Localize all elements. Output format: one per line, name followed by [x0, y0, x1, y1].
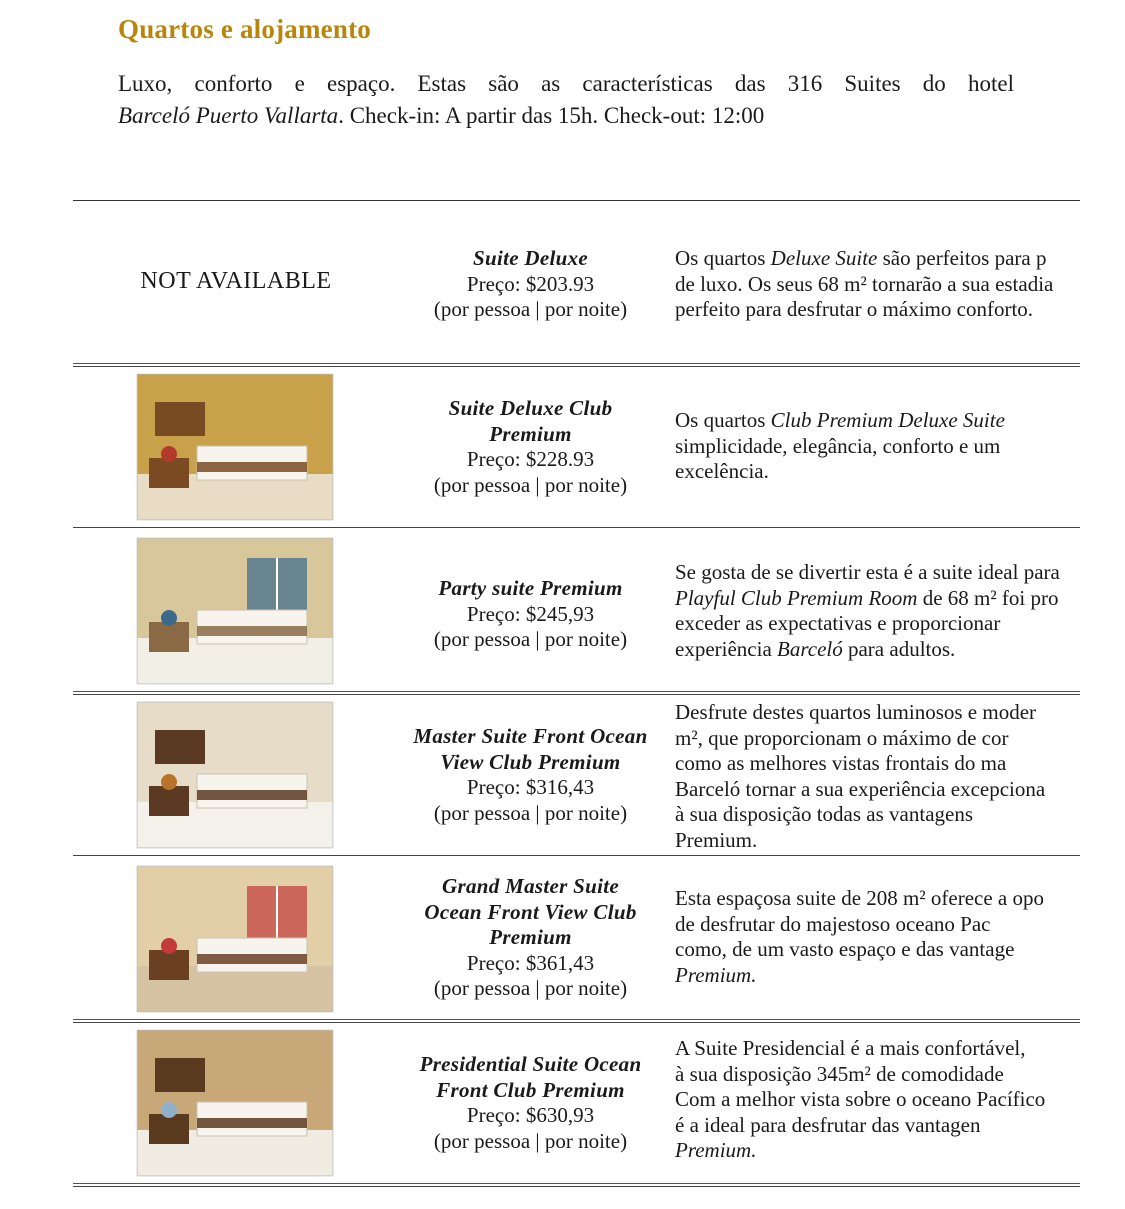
description-line [675, 886, 1085, 912]
room-photo-icon [137, 1030, 333, 1176]
description-line [675, 700, 1085, 726]
description-line [675, 1062, 1085, 1088]
table-top-rule [73, 200, 1080, 201]
room-description [675, 700, 1085, 853]
description-line [675, 434, 1085, 460]
room-name-line: Party suite Premium [438, 576, 623, 600]
row-divider [73, 855, 1080, 856]
description-line [675, 751, 1085, 777]
price-basis: (por pessoa | por noite) [433, 800, 628, 825]
description-line [675, 1138, 1085, 1164]
room-photo-icon [137, 866, 333, 1012]
description-italic-text: Deluxe Suite [770, 246, 878, 270]
description-text: exceder as expectativas e proporcionar [675, 611, 1001, 635]
page-title: Quartos e alojamento [118, 14, 371, 44]
room-name-line: View Club Premium [440, 749, 621, 774]
description-line [675, 1036, 1085, 1062]
room-name-line: Presidential Suite Ocean [419, 1052, 642, 1076]
intro-hotel-name: Barceló Puerto Vallarta [118, 103, 339, 128]
description-text: excelência. [675, 459, 769, 483]
room-name-line: Master Suite Front Ocean [413, 724, 648, 748]
room-name: Suite Deluxe [472, 246, 589, 270]
room-description [675, 560, 1085, 662]
description-line [675, 963, 1085, 989]
description-text: Se gosta de se divertir esta é a suite ideal para [675, 560, 1060, 584]
description-text: Barceló tornar a sua experiência excepciona [675, 776, 1046, 801]
room-name-line: Suite Deluxe Club [448, 396, 613, 420]
description-line [675, 459, 1085, 485]
description-text: Os quartos [675, 246, 771, 270]
price-basis: (por pessoa | por noite) [433, 976, 628, 1000]
description-text: m², que proporcionam o máximo de cor [675, 725, 1009, 750]
price-basis: (por pessoa | por noite) [433, 1128, 628, 1153]
room-name-line: Premium [489, 925, 572, 949]
room-name-price-cell [403, 724, 658, 826]
room-price: Preço: $316,43 [466, 775, 595, 799]
description-line [675, 1113, 1085, 1139]
description-text: como as melhores vistas frontais do ma [675, 751, 1007, 775]
description-text: Desfrute destes quartos luminosos e moder [675, 700, 1037, 724]
description-text: à sua disposição todas as vantagens [675, 802, 974, 826]
room-price: Preço: $361,43 [466, 950, 595, 975]
room-photo-icon [137, 538, 333, 684]
description-line [675, 611, 1085, 637]
description-text: como, de um vasto espaço e das vantage [675, 937, 1015, 961]
room-description [675, 246, 1085, 323]
description-line [675, 246, 1085, 272]
room-price: Preço: $203.93 [466, 271, 595, 296]
room-name-price-cell [403, 246, 658, 323]
description-line [675, 802, 1085, 828]
description-line [675, 1087, 1085, 1113]
intro-checkin-text: . Check-in: A partir das 15h. Check-out: 12:00 [338, 103, 765, 128]
row-divider [73, 363, 1080, 367]
description-text: Esta espaçosa suite de 208 m² oferece a opo [675, 886, 1044, 910]
description-line [675, 272, 1085, 298]
description-italic-text: Barceló [777, 636, 843, 661]
room-name-price-cell [403, 396, 658, 498]
description-text: A Suite Presidencial é a mais confortável, [675, 1036, 1026, 1060]
room-name-line: Ocean Front View Club [424, 899, 637, 924]
room-price: Preço: $630,93 [466, 1103, 595, 1127]
description-line [675, 937, 1085, 963]
description-text: Premium. [675, 827, 758, 852]
room-price: Preço: $228.93 [466, 447, 595, 471]
description-italic-text: Playful Club Premium Room [675, 585, 918, 610]
description-text: de desfrutar do majestoso oceano Pac [675, 911, 991, 936]
row-divider [73, 1019, 1080, 1023]
description-text: é a ideal para desfrutar das vantagen [675, 1112, 981, 1137]
room-name-price-cell [403, 1052, 658, 1154]
description-text: Os quartos [675, 408, 771, 432]
description-italic-text: Club Premium Deluxe Suite [770, 408, 1005, 432]
room-name-price-cell [403, 874, 658, 1002]
room-description [675, 886, 1085, 988]
intro-line-1: Luxo, conforto e espaço. Estas são as características das 316 Suites do hotel [118, 71, 1014, 96]
description-line [675, 777, 1085, 803]
description-text: de 68 m² foi pro [917, 585, 1059, 610]
description-text: são perfeitos para p [877, 246, 1047, 270]
intro-paragraph [118, 68, 1014, 132]
description-text: de luxo. Os seus 68 m² tornarão a sua estadia [675, 271, 1054, 296]
description-italic-text: Premium. [675, 962, 757, 987]
description-text: simplicidade, elegância, conforto e um [675, 433, 1001, 458]
description-line [675, 912, 1085, 938]
price-basis: (por pessoa | por noite) [433, 472, 628, 497]
room-price: Preço: $245,93 [466, 601, 595, 626]
description-line [675, 637, 1085, 663]
room-name-price-cell [403, 576, 658, 653]
row-divider [73, 527, 1080, 528]
room-photo-icon [137, 702, 333, 848]
description-text: perfeito para desfrutar o máximo conforto. [675, 297, 1034, 321]
description-line [675, 560, 1085, 586]
row-divider [73, 691, 1080, 695]
description-italic-text: Premium. [675, 1138, 757, 1162]
row-divider [73, 1183, 1080, 1187]
description-line [675, 726, 1085, 752]
room-name-line: Premium [489, 421, 572, 446]
description-text: à sua disposição 345m² de comodidade [675, 1061, 1004, 1086]
price-basis: (por pessoa | por noite) [433, 627, 628, 651]
description-text: experiência [675, 636, 778, 661]
room-name-line: Front Club Premium [436, 1077, 625, 1102]
description-line [675, 297, 1085, 323]
image-not-available-label: NOT AVAILABLE [140, 268, 332, 294]
room-photo-icon [137, 374, 333, 520]
room-description [675, 408, 1085, 485]
price-basis: (por pessoa | por noite) [433, 297, 628, 321]
room-name-line: Grand Master Suite [442, 874, 619, 898]
description-text: para adultos. [842, 636, 956, 661]
room-description [675, 1036, 1085, 1164]
description-text: Com a melhor vista sobre o oceano Pacífico [675, 1087, 1046, 1111]
description-line [675, 408, 1085, 434]
description-line [675, 828, 1085, 854]
description-line [675, 586, 1085, 612]
